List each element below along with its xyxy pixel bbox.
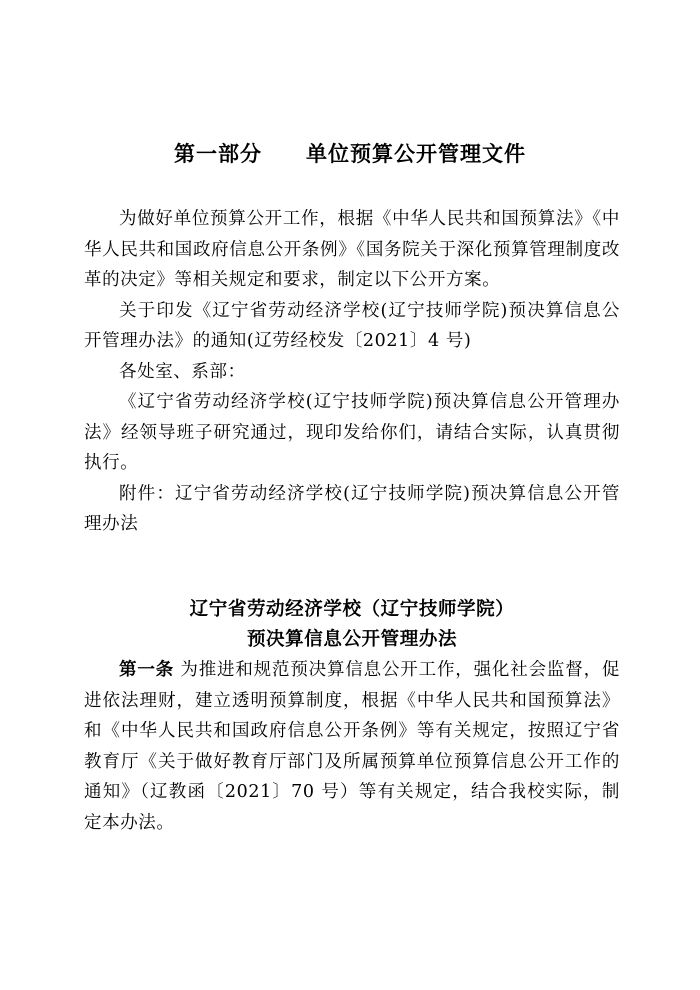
- notice-section: [84, 204, 620, 540]
- measures-section: [84, 595, 620, 838]
- notice-title-paragraph: 关于印发《辽宁省劳动经济学校(辽宁技师学院)预决算信息公开管理办法》的通知(辽劳经校发〔2021〕4 号): [84, 300, 620, 351]
- article-1-label: 第一条: [119, 660, 174, 680]
- measures-title-line1: 辽宁省劳动经济学校（辽宁技师学院）: [189, 599, 515, 620]
- salutation-paragraph: 各处室、系部：: [119, 361, 246, 382]
- notice-body-paragraph: 《辽宁省劳动经济学校(辽宁技师学院)预决算信息公开管理办法》经领导班子研究通过，现印发给你们，请结合实际，认真贯彻执行。: [84, 392, 620, 473]
- measures-title-line2: 预决算信息公开管理办法: [246, 629, 458, 650]
- article-1-paragraph: [84, 655, 620, 838]
- intro-paragraph: 为做好单位预算公开工作，根据《中华人民共和国预算法》《中华人民共和国政府信息公开条例》《国务院关于深化预算管理制度改革的决定》等相关规定和要求，制定以下公开方案。: [84, 209, 620, 290]
- part-title: 第一部分 单位预算公开管理文件: [174, 142, 526, 166]
- attachment-paragraph: 附件：辽宁省劳动经济学校(辽宁技师学院)预决算信息公开管理办法: [84, 483, 620, 534]
- article-1-text: 为推进和规范预决算信息公开工作，强化社会监督，促进依法理财，建立透明预算制度，根据《中华人民共和国预算法》和《中华人民共和国政府信息公开条例》等有关规定，按照辽宁省教育厅《关于做好教育厅部门及所属预算单位预算信息公开工作的通知》（辽教函〔2021〕70 号）等有关规定，结合我校实际，制定本办法。: [84, 660, 620, 833]
